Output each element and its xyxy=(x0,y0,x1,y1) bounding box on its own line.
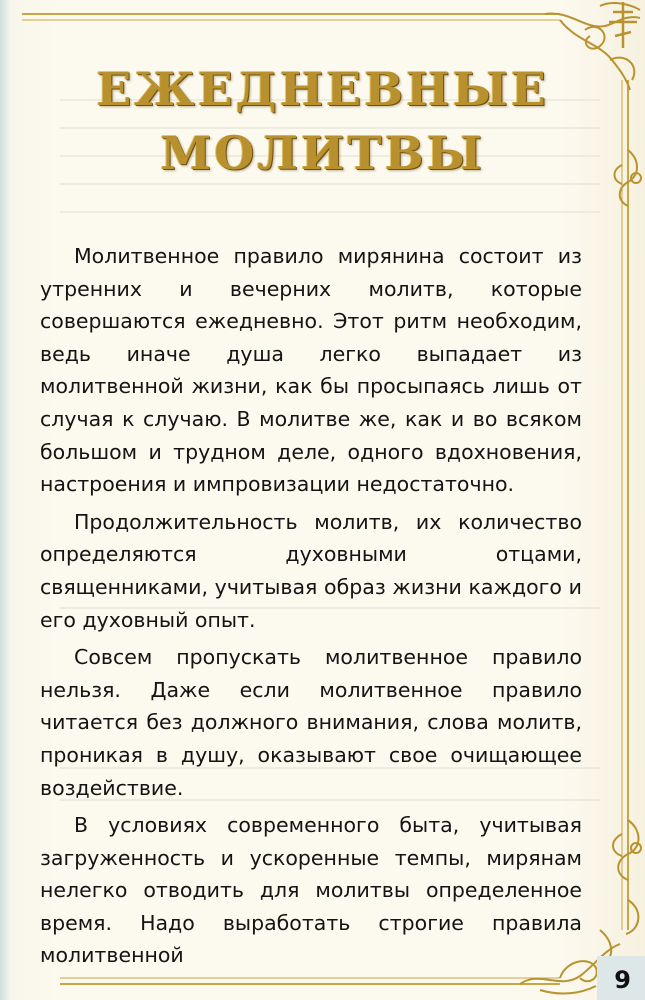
title-line-1: ЕЖЕДНЕВНЫЕ xyxy=(96,62,549,116)
paragraph: Продолжительность молитв, их количество определяются духовными отцами, священниками, учитывая образ жизни каждого и его духовный опыт. xyxy=(40,509,582,632)
paragraph: В условиях современного быта, учитывая загруженность и ускоренные темпы, мирянам нелегко отводить для молитвы определенное время. Надо выработать строгие правила молитвенной xyxy=(40,813,582,968)
paragraph: Молитвенное правило мирянина состоит из утренних и вечерних молитв, которые совершаются ежедневно. Этот ритм необходим, ведь иначе душа легко выпадает из молитвенной жизни, как бы просыпаясь лишь от случая к случаю. В молитве же, как и во всяком большом и трудном деле, одного вдохновения, настроения и импровизации недостаточно. xyxy=(40,244,582,497)
title-line-2: МОЛИТВЫ xyxy=(160,126,485,180)
page-number: 9 xyxy=(614,966,631,994)
cross-icon xyxy=(609,2,637,48)
body-text xyxy=(40,240,582,977)
paragraph: Совсем пропускать молитвенное правило нельзя. Даже если молитвенное правило читается без должного внимания, слова молитв, проникая в душу, оказывают свое очищающее воздействие. xyxy=(40,645,582,800)
